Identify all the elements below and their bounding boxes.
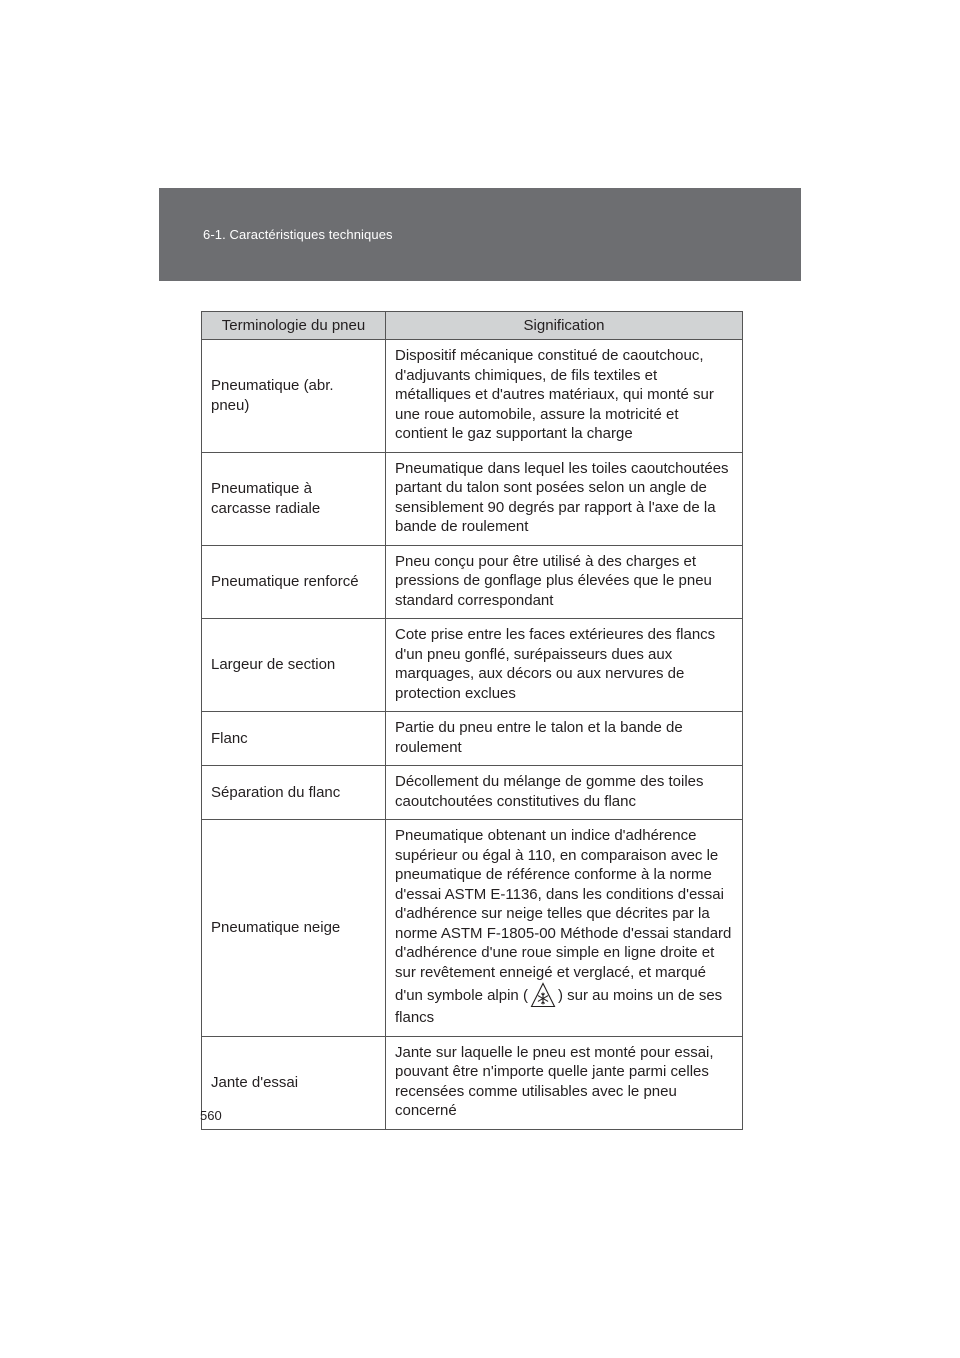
table-row bbox=[202, 619, 743, 712]
definition-cell: Jante sur laquelle le pneu est monté pour essai, pouvant être n'importe quelle jante parmi celles recensées comme utilisables avec le pneu concerné bbox=[386, 1036, 743, 1129]
definition-cell bbox=[386, 820, 743, 1037]
table-row bbox=[202, 340, 743, 453]
table-row bbox=[202, 820, 743, 1037]
term-cell: Pneumatique neige bbox=[202, 820, 386, 1037]
term-cell: Largeur de section bbox=[202, 619, 386, 712]
term-cell: Pneumatique renforcé bbox=[202, 545, 386, 619]
column-header-term: Terminologie du pneu bbox=[202, 312, 386, 340]
tire-terminology-table bbox=[201, 311, 743, 1130]
definition-cell: Partie du pneu entre le talon et la bande de roulement bbox=[386, 712, 743, 766]
definition-text-after-icon: ) sur au moins un de ses flancs bbox=[395, 987, 723, 1026]
definition-text-before-icon: Pneumatique obtenant un indice d'adhérence supérieur ou égal à 110, en comparaison avec le pneumatique de référence conforme à la norme d'essai ASTM E-1136, dans les conditions d'essai d'adhérence sur neige telles que décrites par la norme ASTM F-1805-00 Méthode d'essai standard d'adhérence d'une roue simple en ligne droite et sur revêtement enneigé et verglacé, et marqué d'un symbole alpin ( bbox=[395, 827, 732, 1004]
definition-cell: Cote prise entre les faces extérieures des flancs d'un pneu gonflé, surépaisseurs dues aux marquages, aux décors ou aux nervures de protection exclues bbox=[386, 619, 743, 712]
table-row bbox=[202, 1036, 743, 1129]
definition-cell: Dispositif mécanique constitué de caoutchouc, d'adjuvants chimiques, de fils textiles et métalliques et d'autres matériaux, qui monté sur une roue automobile, assure la motricité et contient le gaz supportant la charge bbox=[386, 340, 743, 453]
table-row bbox=[202, 766, 743, 820]
term-cell: Jante d'essai bbox=[202, 1036, 386, 1129]
term-cell: Flanc bbox=[202, 712, 386, 766]
column-header-meaning: Signification bbox=[386, 312, 743, 340]
table-row bbox=[202, 545, 743, 619]
page-number: 560 bbox=[200, 1108, 222, 1123]
table-row bbox=[202, 452, 743, 545]
section-title: 6-1. Caractéristiques techniques bbox=[203, 227, 393, 242]
table-row bbox=[202, 712, 743, 766]
mountain-snowflake-icon bbox=[530, 982, 556, 1008]
term-cell: Pneumatique (abr. pneu) bbox=[202, 340, 386, 453]
definition-cell: Pneumatique dans lequel les toiles caoutchoutées partant du talon sont posées selon un angle de sensiblement 90 degrés par rapport à l'axe de la bande de roulement bbox=[386, 452, 743, 545]
definition-cell: Pneu conçu pour être utilisé à des charges et pressions de gonflage plus élevées que le pneu standard correspondant bbox=[386, 545, 743, 619]
term-cell: Pneumatique à carcasse radiale bbox=[202, 452, 386, 545]
definition-cell: Décollement du mélange de gomme des toiles caoutchoutées constitutives du flanc bbox=[386, 766, 743, 820]
section-header-band bbox=[159, 188, 801, 281]
term-cell: Séparation du flanc bbox=[202, 766, 386, 820]
table-header-row bbox=[202, 312, 743, 340]
